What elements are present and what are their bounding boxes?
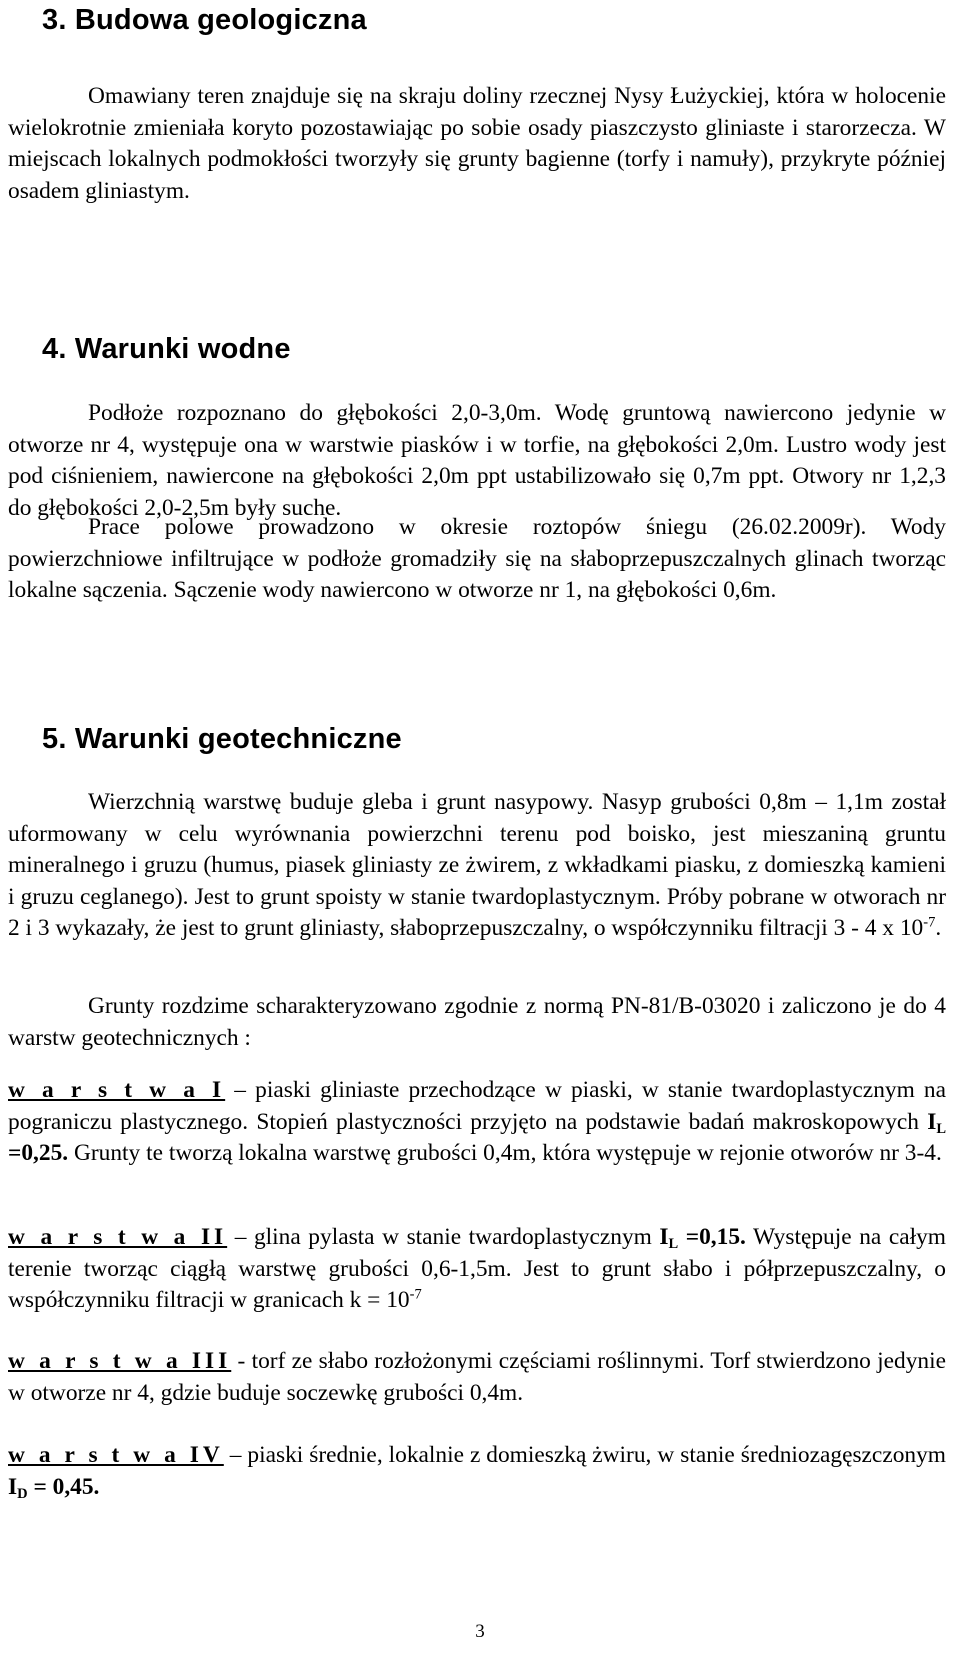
parameter-symbol: I: [8, 1473, 18, 1500]
section-5-paragraph-2: Grunty rozdzime scharakteryzowano zgodnie z normą PN-81/B-03020 i zaliczono je do 4 warstw geotechnicznych :: [8, 993, 946, 1051]
parameter-symbol: I: [659, 1224, 669, 1250]
layer-2-text: – glina pylasta w stanie twardoplastycznym: [227, 1224, 660, 1250]
layer-3-description: [8, 1346, 946, 1409]
exponent: -7: [923, 914, 936, 931]
section-4-paragraph-2: Prace polowe prowadzono w okresie roztopów śniegu (26.02.2009r). Wody powierzchniowe infiltrujące w podłoże gromadziły się na słaboprzepuszczalnych glinach tworząc lokalne sączenia. Sączenie wody nawiercono w otworze nr 1, na głębokości 0,6m.: [8, 514, 946, 603]
exponent: -7: [409, 1286, 422, 1303]
page-number: 3: [475, 1621, 485, 1642]
paragraph-tail: .: [935, 915, 942, 941]
section-4-heading: 4. Warunki wodne: [42, 333, 291, 365]
parameter-value: =0,25.: [8, 1140, 69, 1166]
layer-1-label: w a r s t w a I: [8, 1077, 226, 1103]
layer-1-description: [8, 1075, 946, 1170]
section-5-heading: 5. Warunki geotechniczne: [42, 723, 402, 755]
parameter-subscript: L: [668, 1236, 679, 1253]
layer-2-text-after: Występuje na całym terenie tworząc ciągłą warstwę grubości 0,6-1,5m. Jest to grunt słabo i półprzepuszczalny, o współczynniku filtracji w granicach k = 10: [8, 1224, 946, 1313]
parameter-value: = 0,45.: [27, 1473, 100, 1500]
paragraph-text: Wierzchnią warstwę buduje gleba i grunt nasypowy. Nasyp grubości 0,8m – 1,1m został uformowany w celu wyrównania powierzchni terenu pod boisko, jest mieszaniną gruntu mineralnego i gruzu (humus, piasek gliniasty ze żwirem, z wkładkami piasku, z domieszką kamieni i gruzu ceglanego). Jest to grunt spoisty w stanie twardoplastycznym. Próby pobrane w otworach nr 2 i 3 wykazały, że jest to grunt gliniasty, słaboprzepuszczalny, o współczynniku filtracji 3 - 4 x 10: [8, 789, 946, 941]
layer-2-description: [8, 1222, 946, 1317]
layer-4-label: w a r s t w a IV: [8, 1442, 224, 1468]
parameter-subscript: L: [936, 1120, 946, 1137]
section-3-heading: 3. Budowa geologiczna: [42, 4, 367, 36]
section-5-paragraph-1: [8, 787, 946, 945]
parameter-subscript: D: [17, 1485, 28, 1502]
layer-1-text: – piaski gliniaste przechodzące w piaski, w stanie twardoplastycznym na pograniczu plastycznego. Stopień plastyczności przyjęto na podstawie badań makroskopowych: [8, 1077, 946, 1135]
parameter-value: =0,15.: [678, 1224, 746, 1250]
layer-4-description: [8, 1440, 946, 1503]
parameter-symbol: I: [927, 1108, 937, 1135]
layer-4-text: – piaski średnie, lokalnie z domieszką żwiru, w stanie średniozagęszczonym: [223, 1442, 946, 1468]
layer-2-label: w a r s t w a II: [8, 1224, 228, 1250]
section-4-paragraph-1: Podłoże rozpoznano do głębokości 2,0-3,0m. Wodę gruntową nawiercono jedynie w otworze nr 4, występuje ona w warstwie piasków i w torfie, na głębokości 2,0m. Lustro wody jest pod ciśnieniem, nawiercone na głębokości 2,0m ppt ustabilizowało się 0,7m ppt. Otwory nr 1,2,3 do głębokości 2,0-2,5m były suche.: [8, 400, 946, 521]
layer-3-text: - torf ze słabo rozłożonymi częściami roślinnymi. Torf stwierdzono jedynie w otworze nr 4, gdzie buduje soczewkę grubości 0,4m.: [8, 1348, 946, 1406]
section-3-paragraph: Omawiany teren znajduje się na skraju doliny rzecznej Nysy Łużyckiej, która w holocenie wielokrotnie zmieniała koryto pozostawiając po sobie osady piaszczysto gliniaste i starorzecza. W miejscach lokalnych podmokłości tworzyły się grunty bagienne (torfy i namuły), przykryte później osadem gliniastym.: [8, 83, 946, 204]
layer-1-text-after: Grunty te tworzą lokalna warstwę grubości 0,4m, która występuje w rejonie otworów nr 3-4.: [68, 1140, 942, 1166]
layer-4-parameter: [8, 1474, 99, 1500]
layer-3-label: w a r s t w a III: [8, 1348, 232, 1374]
layer-2-parameter: [659, 1224, 746, 1253]
